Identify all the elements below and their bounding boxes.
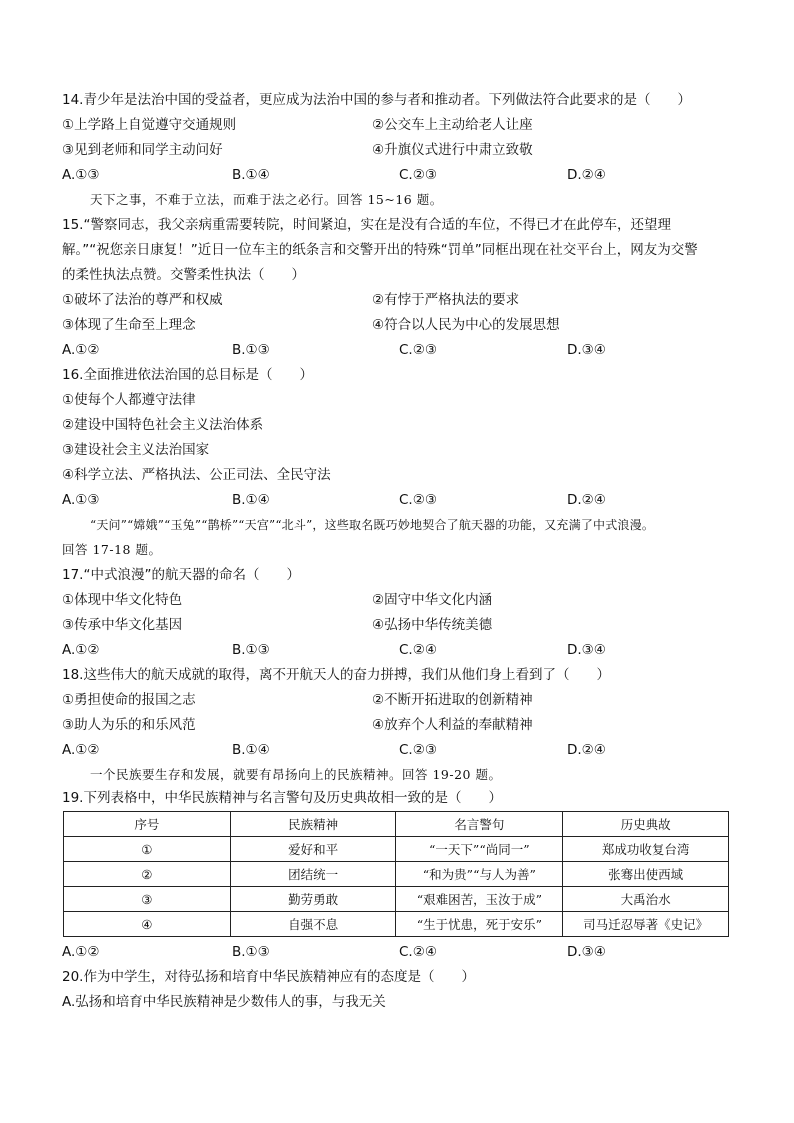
table-row xyxy=(64,837,729,862)
option-4: ④放弃个人利益的奉献精神 xyxy=(372,717,533,733)
table-header: 名言警句 xyxy=(396,812,563,837)
question-16-option-3: ③建设社会主义法治国家 xyxy=(62,442,210,458)
table-cell: ④ xyxy=(64,912,231,937)
option-3: ③传承中华文化基因 xyxy=(62,617,183,633)
intro-15-16: 天下之事，不难于立法，而难于法之必行。回答 15~16 题。 xyxy=(90,192,443,207)
option-3: ③助人为乐的和乐风范 xyxy=(62,717,196,733)
answer-a: A.①② xyxy=(62,642,100,658)
answer-b: B.①③ xyxy=(232,944,270,960)
table-cell: 勤劳勇敢 xyxy=(230,887,396,912)
option-3: ③体现了生命至上理念 xyxy=(62,317,196,333)
answer-d: D.②④ xyxy=(567,492,606,508)
table-header: 历史典故 xyxy=(563,812,729,837)
answer-a: A.①② xyxy=(62,342,100,358)
question-15-options-row-1 xyxy=(62,291,742,309)
table-cell: “和为贵”“与人为善” xyxy=(396,862,563,887)
table-cell: 郑成功收复台湾 xyxy=(563,837,729,862)
answer-c: C.②④ xyxy=(399,944,437,960)
table-cell: 司马迁忍辱著《史记》 xyxy=(563,912,729,937)
question-16-option-1: ①使每个人都遵守法律 xyxy=(62,392,196,408)
question-16-option-4: ④科学立法、严格执法、公正司法、全民守法 xyxy=(62,467,331,483)
table-cell: “艰难困苦，玉汝于成” xyxy=(396,887,563,912)
table-row xyxy=(64,912,729,937)
question-14-options-row-2 xyxy=(62,141,742,159)
answer-a: A.①③ xyxy=(62,167,100,183)
question-17-stem: 17.“中式浪漫”的航天器的命名（ ） xyxy=(62,567,300,583)
question-17-options-row-2 xyxy=(62,616,742,634)
answer-c: C.②③ xyxy=(399,742,437,758)
option-4: ④弘扬中华传统美德 xyxy=(372,617,493,633)
question-18-stem: 18.这些伟大的航天成就的取得，离不开航天人的奋力拼搏，我们从他们身上看到了（ ） xyxy=(62,667,610,683)
answer-c: C.②③ xyxy=(399,167,437,183)
question-20-stem: 20.作为中学生，对待弘扬和培育中华民族精神应有的态度是（ ） xyxy=(62,969,475,985)
question-15-options-row-2 xyxy=(62,316,742,334)
table-cell: ② xyxy=(64,862,231,887)
answer-b: B.①③ xyxy=(232,642,270,658)
option-3: ③见到老师和同学主动问好 xyxy=(62,142,223,158)
option-2: ②公交车上主动给老人让座 xyxy=(372,117,533,133)
intro-19-20: 一个民族要生存和发展，就要有昂扬向上的民族精神。回答 19-20 题。 xyxy=(90,767,502,782)
answer-d: D.③④ xyxy=(567,342,606,358)
answer-d: D.③④ xyxy=(567,944,606,960)
table-cell: 大禹治水 xyxy=(563,887,729,912)
question-15-stem-line-3: 的柔性执法点赞。交警柔性执法（ ） xyxy=(62,267,305,283)
question-20-option-a: A.弘扬和培育中华民族精神是少数伟人的事，与我无关 xyxy=(62,994,386,1010)
option-2: ②固守中华文化内涵 xyxy=(372,592,493,608)
option-1: ①勇担使命的报国之志 xyxy=(62,692,196,708)
intro-17-18-line-1: “天问”“嫦娥”“玉兔”“鹊桥”“天宫”“北斗”，这些取名既巧妙地契合了航天器的功能，又充满了中式浪漫。 xyxy=(90,518,655,532)
question-19-stem: 19.下列表格中，中华民族精神与名言警句及历史典故相一致的是（ ） xyxy=(62,790,502,806)
answer-c: C.②③ xyxy=(399,342,437,358)
answer-c: C.②④ xyxy=(399,642,437,658)
question-15-stem-line-2: 解。”“祝您亲日康复！”近日一位车主的纸条言和交警开出的特殊“罚单”同框出现在社交平台上，网友为交警 xyxy=(62,242,698,258)
table-cell: 团结统一 xyxy=(230,862,396,887)
table-cell: ③ xyxy=(64,887,231,912)
table-header: 民族精神 xyxy=(230,812,396,837)
table-row xyxy=(64,862,729,887)
table-header-row xyxy=(64,812,729,837)
answer-a: A.①② xyxy=(62,944,100,960)
answer-b: B.①④ xyxy=(232,167,270,183)
question-16-stem: 16.全面推进依法治国的总目标是（ ） xyxy=(62,367,313,383)
question-16-option-2: ②建设中国特色社会主义法治体系 xyxy=(62,417,264,433)
question-18-options-row-1 xyxy=(62,691,742,709)
table-cell: ① xyxy=(64,837,231,862)
option-4: ④符合以人民为中心的发展思想 xyxy=(372,317,560,333)
table-cell: 张骞出使西域 xyxy=(563,862,729,887)
option-2: ②有悖于严格执法的要求 xyxy=(372,292,520,308)
answer-b: B.①③ xyxy=(232,342,270,358)
answer-b: B.①④ xyxy=(232,742,270,758)
table-cell: “生于忧患，死于安乐” xyxy=(396,912,563,937)
question-17-options-row-1 xyxy=(62,591,742,609)
table-cell: 爱好和平 xyxy=(230,837,396,862)
question-14-stem: 14.青少年是法治中国的受益者，更应成为法治中国的参与者和推动者。下列做法符合此要求的是（ ） xyxy=(62,92,691,108)
spirit-table xyxy=(63,811,729,937)
answer-c: C.②③ xyxy=(399,492,437,508)
option-1: ①破坏了法治的尊严和权威 xyxy=(62,292,223,308)
question-15-stem-line-1: 15.“警察同志，我父亲病重需要转院，时间紧迫，实在是没有合适的车位，不得已才在此停车，还望理 xyxy=(62,217,671,233)
question-14-options-row-1 xyxy=(62,116,742,134)
answer-a: A.①③ xyxy=(62,492,100,508)
question-18-options-row-2 xyxy=(62,716,742,734)
answer-d: D.②④ xyxy=(567,742,606,758)
table-cell: 自强不息 xyxy=(230,912,396,937)
answer-d: D.②④ xyxy=(567,167,606,183)
table-header: 序号 xyxy=(64,812,231,837)
table-row xyxy=(64,887,729,912)
option-1: ①体现中华文化特色 xyxy=(62,592,183,608)
table-cell: “一天下”“尚同一” xyxy=(396,837,563,862)
intro-17-18-line-2: 回答 17-18 题。 xyxy=(62,542,162,557)
answer-a: A.①② xyxy=(62,742,100,758)
option-4: ④升旗仪式进行中肃立致敬 xyxy=(372,142,533,158)
option-1: ①上学路上自觉遵守交通规则 xyxy=(62,117,237,133)
answer-d: D.③④ xyxy=(567,642,606,658)
answer-b: B.①④ xyxy=(232,492,270,508)
option-2: ②不断开拓进取的创新精神 xyxy=(372,692,533,708)
